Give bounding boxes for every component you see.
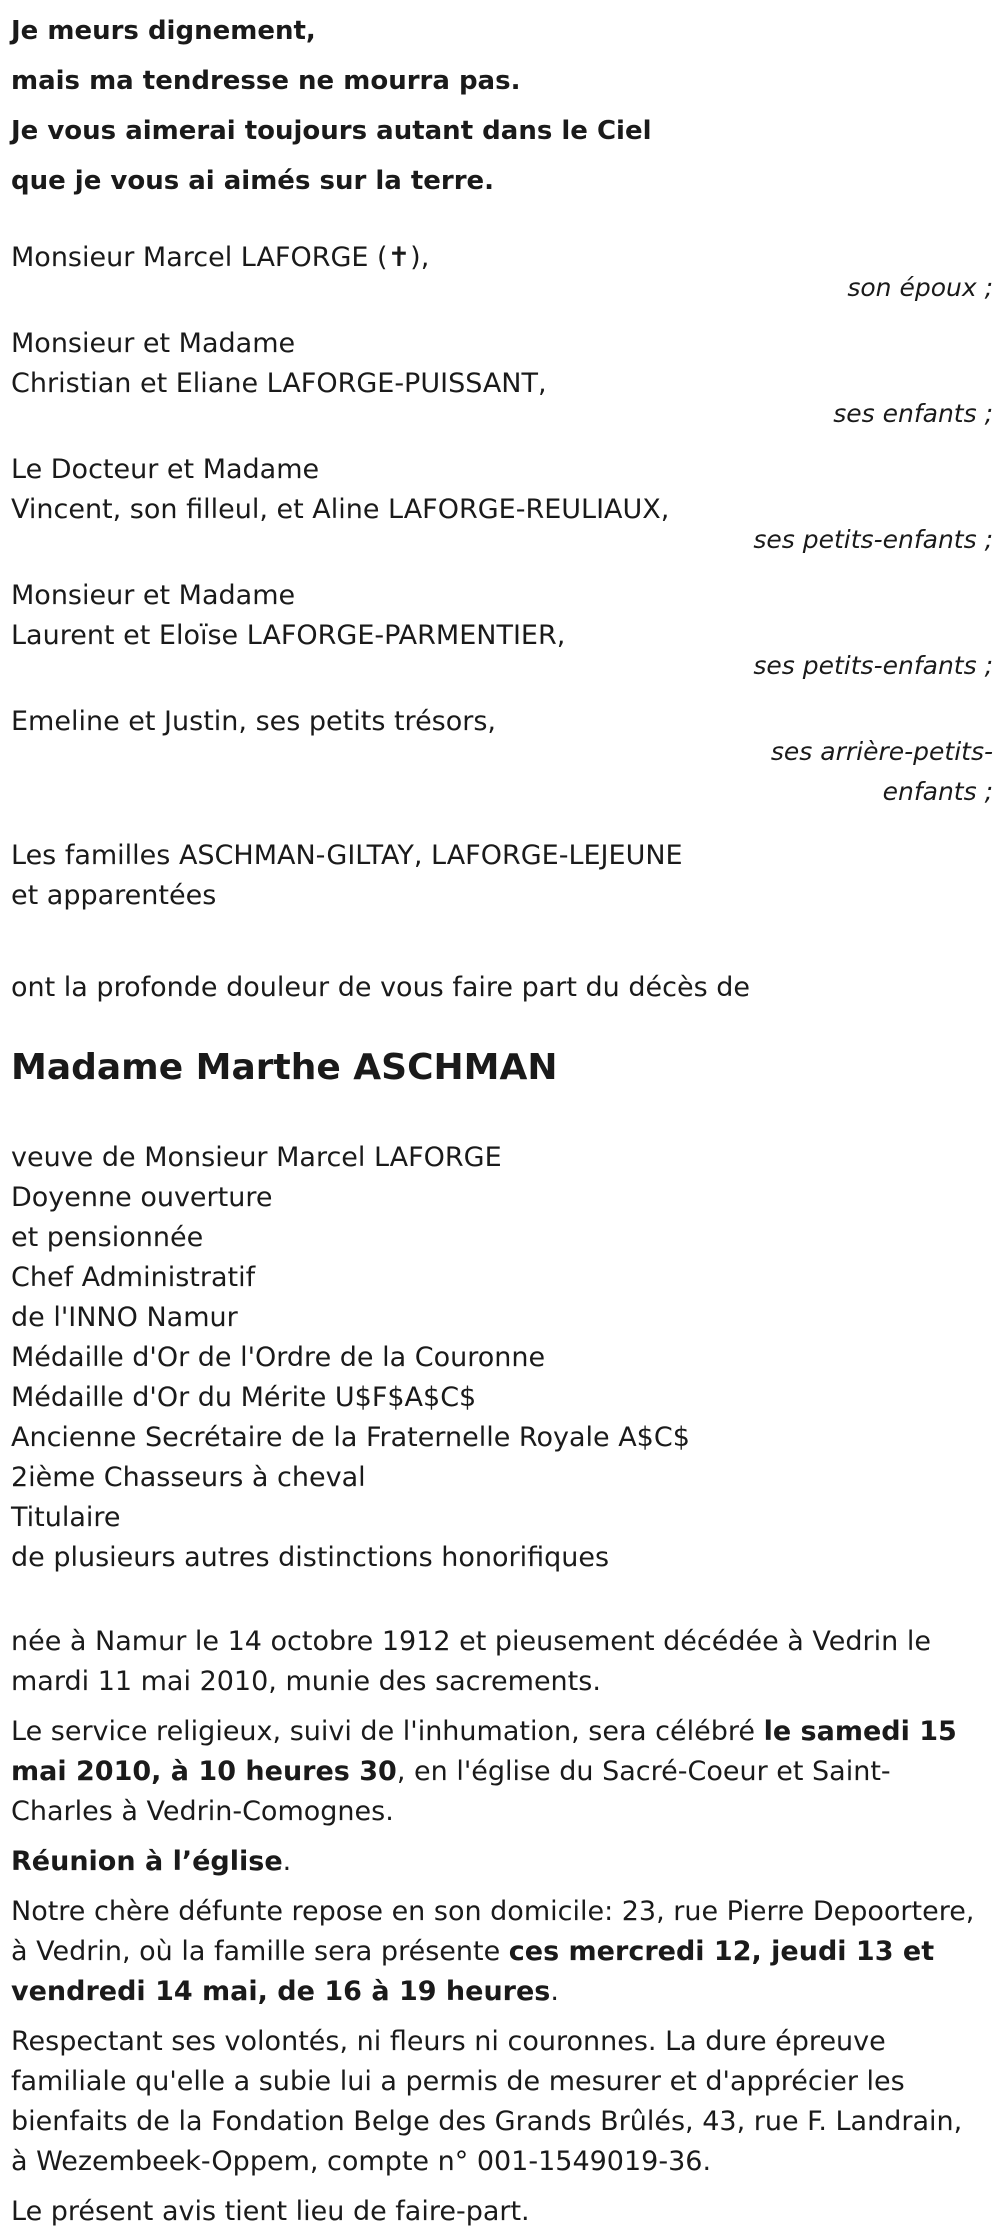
title-line: Médaille d'Or du Mérite U$F$A$C$ xyxy=(11,1382,477,1413)
families-line: Les familles ASCHMAN-GILTAY, LAFORGE-LEJEUNE xyxy=(11,840,683,871)
deceased-name: Madame Marthe ASCHMAN xyxy=(11,1047,558,1088)
family-member-line: Monsieur Marcel LAFORGE (✝), xyxy=(11,242,430,273)
title-line: et pensionnée xyxy=(11,1222,204,1253)
family-member-line: Laurent et Eloïse LAFORGE-PARMENTIER, xyxy=(11,620,566,651)
family-member-line: Vincent, son filleul, et Aline LAFORGE-REULIAUX, xyxy=(11,494,670,525)
reunion-paragraph xyxy=(11,1842,986,1882)
service-text: Le service religieux, suivi de l'inhumation, sera célébré xyxy=(11,1716,764,1747)
title-line: de l'INNO Namur xyxy=(11,1302,238,1333)
title-line: Doyenne ouverture xyxy=(11,1182,273,1213)
family-list xyxy=(11,238,993,812)
family-group-children xyxy=(11,324,993,434)
families-line: et apparentées xyxy=(11,880,217,911)
family-role: ses petits-enfants ; xyxy=(753,651,993,680)
service-date: le samedi 15 mai 2010, à 10 heures 30 xyxy=(11,1716,957,1787)
epigraph-line: que je vous ai aimés sur la terre. xyxy=(11,166,495,196)
family-group-grandchildren-2 xyxy=(11,576,993,686)
closing-paragraph: Le présent avis tient lieu de faire-part. xyxy=(11,2196,530,2227)
family-role: ses arrière-petits-enfants ; xyxy=(770,737,993,806)
family-member-line: Emeline et Justin, ses petits trésors, xyxy=(11,706,497,737)
wishes-paragraph: Respectant ses volontés, ni fleurs ni couronnes. La dure épreuve familiale qu'elle a subie lui a permis de mesurer et d'apprécier les bienfaits de la Fondation Belge des Grands Brûlés, 43, rue F. Landrain, à Wezembeek-Oppem, compte n° 001-1549019-36. xyxy=(11,2026,963,2177)
family-member-line: Christian et Eliane LAFORGE-PUISSANT, xyxy=(11,368,547,399)
extended-families xyxy=(11,836,1000,916)
repose-text: Notre chère défunte repose en son domicile: 23, rue Pierre Depoortere, à Vedrin, où la famille sera présente xyxy=(11,1896,975,1967)
title-line: veuve de Monsieur Marcel LAFORGE xyxy=(11,1142,502,1173)
family-role: ses enfants ; xyxy=(833,399,993,428)
family-group-spouse xyxy=(11,238,993,308)
visiting-hours: ces mercredi 12, jeudi 13 et vendredi 14 mai, de 16 à 19 heures xyxy=(11,1936,935,2007)
repose-period: . xyxy=(550,1976,559,2007)
family-group-grandchildren-1 xyxy=(11,450,993,560)
epigraph-line: Je meurs dignement, xyxy=(11,16,316,46)
family-member-line: Monsieur et Madame xyxy=(11,580,296,611)
deceased-titles xyxy=(11,1138,1000,1578)
family-role: son époux ; xyxy=(847,273,993,302)
reunion-text: Réunion à l’église xyxy=(11,1846,283,1877)
family-role: ses petits-enfants ; xyxy=(753,525,993,554)
epigraph-line: mais ma tendresse ne mourra pas. xyxy=(11,66,521,96)
family-group-great-grandchildren xyxy=(11,702,993,812)
service-paragraph xyxy=(11,1712,986,1832)
title-line: de plusieurs autres distinctions honorifiques xyxy=(11,1542,610,1573)
title-line: 2ième Chasseurs à cheval xyxy=(11,1462,366,1493)
family-member-line: Monsieur et Madame xyxy=(11,328,296,359)
title-line: Médaille d'Or de l'Ordre de la Couronne xyxy=(11,1342,546,1373)
announcement: ont la profonde douleur de vous faire part du décès de xyxy=(11,972,750,1003)
title-line: Titulaire xyxy=(11,1502,121,1533)
title-line: Ancienne Secrétaire de la Fraternelle Royale A$C$ xyxy=(11,1422,690,1453)
reunion-period: . xyxy=(282,1846,292,1877)
notice-details xyxy=(11,1622,986,2232)
birth-death-paragraph: née à Namur le 14 octobre 1912 et pieusement décédée à Vedrin le mardi 11 mai 2010, munie des sacrements. xyxy=(11,1626,931,1697)
epigraph xyxy=(11,0,1000,206)
service-location: , en l'église du Sacré-Coeur et Saint-Charles à Vedrin-Comognes. xyxy=(11,1756,891,1827)
family-member-line: Le Docteur et Madame xyxy=(11,454,320,485)
epigraph-line: Je vous aimerai toujours autant dans le Ciel xyxy=(11,116,652,146)
repose-paragraph xyxy=(11,1892,986,2012)
title-line: Chef Administratif xyxy=(11,1262,256,1293)
